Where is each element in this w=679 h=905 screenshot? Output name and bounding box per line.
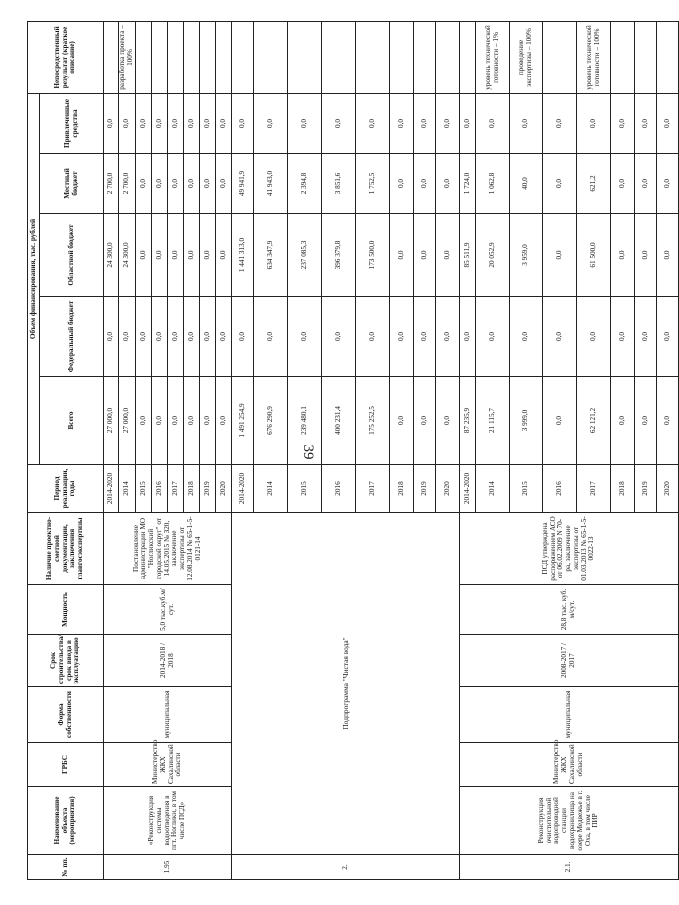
cell-total: 0,0	[216, 377, 232, 465]
header-grbs: ГРБС	[28, 743, 104, 787]
cell-federal: 0,0	[476, 297, 510, 377]
cell-result: уровень технической готовности – 100%	[577, 21, 611, 93]
cell-attracted: 0,0	[152, 93, 168, 153]
cell-local: 41 943,0	[254, 154, 288, 214]
cell-period: 2018	[184, 465, 200, 513]
cell-local: 0,0	[216, 154, 232, 214]
page-number: 39	[300, 444, 316, 460]
cell-federal: 0,0	[657, 297, 679, 377]
cell-attracted: 0,0	[288, 93, 322, 153]
table-body	[28, 21, 679, 879]
table-row	[232, 21, 254, 879]
object-name: Реконструкция очистительной водопроводной станции водохранилища на озере Медвежье в г. Оха, в том числе ПИР	[460, 787, 679, 855]
cell-attracted: 0,0	[414, 93, 436, 153]
cell-total: 1 491 254,9	[232, 377, 254, 465]
cell-local: 0,0	[168, 154, 184, 214]
cell-total: 0,0	[657, 377, 679, 465]
row-number: 2.	[232, 855, 460, 880]
cell-period: 2020	[657, 465, 679, 513]
cell-result	[104, 21, 119, 93]
cell-total: 0,0	[184, 377, 200, 465]
header-regional: Областной бюджет	[40, 214, 104, 297]
cell-federal: 0,0	[216, 297, 232, 377]
cell-total: 62 121,2	[577, 377, 611, 465]
cell-federal: 0,0	[254, 297, 288, 377]
cell-attracted: 0,0	[200, 93, 216, 153]
cell-result	[657, 21, 679, 93]
header-federal: Федеральный бюджет	[40, 297, 104, 377]
cell-period: 2019	[414, 465, 436, 513]
grbs: Министерство ЖКХ Сахалинской области	[104, 743, 232, 787]
cell-period: 2018	[611, 465, 635, 513]
header-num: № пп.	[28, 855, 104, 880]
cell-period: 2017	[577, 465, 611, 513]
cell-attracted: 0,0	[543, 93, 577, 153]
cell-regional: 0,0	[657, 214, 679, 297]
cell-result	[322, 21, 356, 93]
cell-attracted: 0,0	[436, 93, 460, 153]
cell-period: 2017	[356, 465, 390, 513]
cell-regional: 85 511,9	[460, 214, 476, 297]
cell-regional: 24 300,0	[119, 214, 136, 297]
capacity: 28,8 тыс. куб. м/сут.	[460, 585, 679, 635]
cell-attracted: 0,0	[476, 93, 510, 153]
cell-period: 2020	[436, 465, 460, 513]
cell-regional: 0,0	[635, 214, 657, 297]
cell-regional: 0,0	[168, 214, 184, 297]
header-psd: Наличие проектно-сметной документации, заключения главгосэкспертизы	[28, 513, 104, 585]
cell-local: 0,0	[414, 154, 436, 214]
row-number: 1.95	[104, 855, 232, 880]
header-total: Всего	[40, 377, 104, 465]
cell-period: 2014	[476, 465, 510, 513]
cell-total: 0,0	[152, 377, 168, 465]
cell-local: 2 700,0	[119, 154, 136, 214]
cell-local: 0,0	[611, 154, 635, 214]
cell-total: 0,0	[635, 377, 657, 465]
cell-total: 87 235,9	[460, 377, 476, 465]
cell-attracted: 0,0	[168, 93, 184, 153]
cell-regional: 0,0	[216, 214, 232, 297]
cell-result	[184, 21, 200, 93]
cell-total: 676 290,9	[254, 377, 288, 465]
cell-result	[216, 21, 232, 93]
cell-result	[288, 21, 322, 93]
cell-federal: 0,0	[119, 297, 136, 377]
cell-result	[168, 21, 184, 93]
header-attracted: Привлеченные средства	[40, 93, 104, 153]
cell-result	[390, 21, 414, 93]
cell-regional: 0,0	[436, 214, 460, 297]
cell-local: 1 062,8	[476, 154, 510, 214]
cell-attracted: 0,0	[635, 93, 657, 153]
cell-local: 621,2	[577, 154, 611, 214]
cell-federal: 0,0	[232, 297, 254, 377]
cell-total: 0,0	[414, 377, 436, 465]
cell-regional: 0,0	[200, 214, 216, 297]
cell-result	[436, 21, 460, 93]
cell-regional: 0,0	[184, 214, 200, 297]
cell-period: 2014	[119, 465, 136, 513]
cell-regional: 61 500,0	[577, 214, 611, 297]
cell-total: 0,0	[200, 377, 216, 465]
header-local: Местный бюджет	[40, 154, 104, 214]
cell-federal: 0,0	[168, 297, 184, 377]
header-funding-group: Объем финансирования, тыс. рублей	[28, 93, 40, 464]
cell-attracted: 0,0	[460, 93, 476, 153]
cell-regional: 0,0	[136, 214, 152, 297]
cell-local: 2 700,0	[104, 154, 119, 214]
row-number: 2.1.	[460, 855, 679, 880]
cell-federal: 0,0	[390, 297, 414, 377]
subprogram-name: Подпрограмма "Чистая вода"	[232, 513, 460, 855]
cell-period: 2014-2020	[460, 465, 476, 513]
cell-total: 0,0	[436, 377, 460, 465]
cell-federal: 0,0	[136, 297, 152, 377]
cell-regional: 24 300,0	[104, 214, 119, 297]
cell-total: 27 000,0	[104, 377, 119, 465]
cell-attracted: 0,0	[119, 93, 136, 153]
header-term: Срок строительства/ срок ввода в эксплуатацию	[28, 635, 104, 687]
cell-attracted: 0,0	[611, 93, 635, 153]
cell-attracted: 0,0	[510, 93, 543, 153]
cell-period: 2014-2020	[232, 465, 254, 513]
cell-total: 0,0	[543, 377, 577, 465]
cell-attracted: 0,0	[254, 93, 288, 153]
term: 2014-2018 / 2018	[104, 635, 232, 687]
cell-period: 2019	[635, 465, 657, 513]
cell-attracted: 0,0	[104, 93, 119, 153]
cell-period: 2018	[390, 465, 414, 513]
cell-local: 1 724,0	[460, 154, 476, 214]
cell-local: 0,0	[436, 154, 460, 214]
header-name: Наименование объекта (мероприятия)	[28, 787, 104, 855]
cell-total: 3 999,0	[510, 377, 543, 465]
cell-local: 40,0	[510, 154, 543, 214]
cell-federal: 0,0	[543, 297, 577, 377]
cell-period: 2017	[168, 465, 184, 513]
cell-regional: 0,0	[414, 214, 436, 297]
cell-regional: 0,0	[611, 214, 635, 297]
cell-attracted: 0,0	[577, 93, 611, 153]
table-row	[104, 21, 119, 879]
cell-local: 0,0	[184, 154, 200, 214]
cell-total: 400 231,4	[322, 377, 356, 465]
cell-result	[356, 21, 390, 93]
cell-federal: 0,0	[414, 297, 436, 377]
cell-local: 0,0	[200, 154, 216, 214]
cell-local: 0,0	[152, 154, 168, 214]
cell-result	[635, 21, 657, 93]
cell-federal: 0,0	[510, 297, 543, 377]
cell-period: 2016	[152, 465, 168, 513]
header-ownership: Форма собственности	[28, 687, 104, 743]
cell-local: 0,0	[657, 154, 679, 214]
cell-attracted: 0,0	[136, 93, 152, 153]
cell-period: 2014	[254, 465, 288, 513]
term: 2008-2017 / 2017	[460, 635, 679, 687]
cell-regional: 396 379,8	[322, 214, 356, 297]
cell-result	[200, 21, 216, 93]
cell-local: 0,0	[543, 154, 577, 214]
capacity: 5,0 тыс.куб.м/сут.	[104, 585, 232, 635]
cell-result	[543, 21, 577, 93]
cell-period: 2015	[136, 465, 152, 513]
cell-total: 239 480,1	[288, 377, 322, 465]
cell-period: 2014-2020	[104, 465, 119, 513]
cell-local: 0,0	[635, 154, 657, 214]
cell-attracted: 0,0	[657, 93, 679, 153]
cell-attracted: 0,0	[356, 93, 390, 153]
cell-period: 2015	[288, 465, 322, 513]
funding-table	[27, 21, 679, 880]
cell-federal: 0,0	[611, 297, 635, 377]
cell-federal: 0,0	[152, 297, 168, 377]
cell-period: 2016	[322, 465, 356, 513]
cell-result	[254, 21, 288, 93]
cell-regional: 634 347,9	[254, 214, 288, 297]
cell-regional: 0,0	[152, 214, 168, 297]
cell-regional: 237 085,3	[288, 214, 322, 297]
cell-local: 1 752,5	[356, 154, 390, 214]
cell-result: уровень технической готовности – 1%	[476, 21, 510, 93]
cell-federal: 0,0	[184, 297, 200, 377]
cell-local: 0,0	[390, 154, 414, 214]
cell-period: 2020	[216, 465, 232, 513]
header-period: Период реализации, годы	[28, 465, 104, 513]
cell-regional: 20 052,9	[476, 214, 510, 297]
ownership: муниципальная	[104, 687, 232, 743]
cell-regional: 0,0	[390, 214, 414, 297]
cell-total: 0,0	[136, 377, 152, 465]
cell-federal: 0,0	[104, 297, 119, 377]
cell-federal: 0,0	[460, 297, 476, 377]
cell-attracted: 0,0	[184, 93, 200, 153]
cell-attracted: 0,0	[216, 93, 232, 153]
cell-result	[152, 21, 168, 93]
cell-total: 0,0	[168, 377, 184, 465]
grbs: Министерство ЖКХ Сахалинской области	[460, 743, 679, 787]
object-name: «Реконструкция системы водоотведения в пгт. Ноглики, в том числе ПСД»	[104, 787, 232, 855]
cell-total: 175 252,5	[356, 377, 390, 465]
cell-federal: 0,0	[288, 297, 322, 377]
cell-result	[460, 21, 476, 93]
cell-federal: 0,0	[436, 297, 460, 377]
cell-result: проведение экспертизы – 100%	[510, 21, 543, 93]
cell-regional: 3 959,0	[510, 214, 543, 297]
cell-result	[611, 21, 635, 93]
cell-local: 2 394,8	[288, 154, 322, 214]
cell-attracted: 0,0	[390, 93, 414, 153]
cell-total: 0,0	[611, 377, 635, 465]
cell-total: 0,0	[390, 377, 414, 465]
cell-regional: 0,0	[543, 214, 577, 297]
cell-total: 21 115,7	[476, 377, 510, 465]
psd-info: ПСД утверждена распоряжением АСО от 06.02.2009 N 70-ра, заключение экспертизы от 01.03.2013 № 65-1-5-0022-13	[460, 513, 679, 585]
rotated-page	[27, 22, 671, 880]
cell-period: 2019	[200, 465, 216, 513]
psd-info: Постановление администрации МО "Ногликский городской округ" от 14.05.2015 № 320, заключение экспертизы от 12.08.2014 № 65-1-5-0121-14	[104, 513, 232, 585]
cell-period: 2016	[543, 465, 577, 513]
ownership: муниципальная	[460, 687, 679, 743]
cell-local: 0,0	[136, 154, 152, 214]
cell-result	[232, 21, 254, 93]
cell-local: 3 851,6	[322, 154, 356, 214]
cell-federal: 0,0	[635, 297, 657, 377]
cell-attracted: 0,0	[322, 93, 356, 153]
cell-federal: 0,0	[322, 297, 356, 377]
header-row	[28, 21, 40, 879]
cell-total: 27 000,0	[119, 377, 136, 465]
cell-federal: 0,0	[200, 297, 216, 377]
cell-result	[414, 21, 436, 93]
cell-federal: 0,0	[577, 297, 611, 377]
cell-regional: 1 441 313,0	[232, 214, 254, 297]
header-result: Непосредственный результат (краткое описание)	[28, 21, 104, 93]
cell-attracted: 0,0	[232, 93, 254, 153]
table-row	[460, 21, 476, 879]
cell-federal: 0,0	[356, 297, 390, 377]
header-capacity: Мощность	[28, 585, 104, 635]
cell-result: разработка проекта – 100%	[119, 21, 136, 93]
cell-regional: 173 500,0	[356, 214, 390, 297]
cell-result	[136, 21, 152, 93]
cell-local: 49 941,9	[232, 154, 254, 214]
cell-period: 2015	[510, 465, 543, 513]
